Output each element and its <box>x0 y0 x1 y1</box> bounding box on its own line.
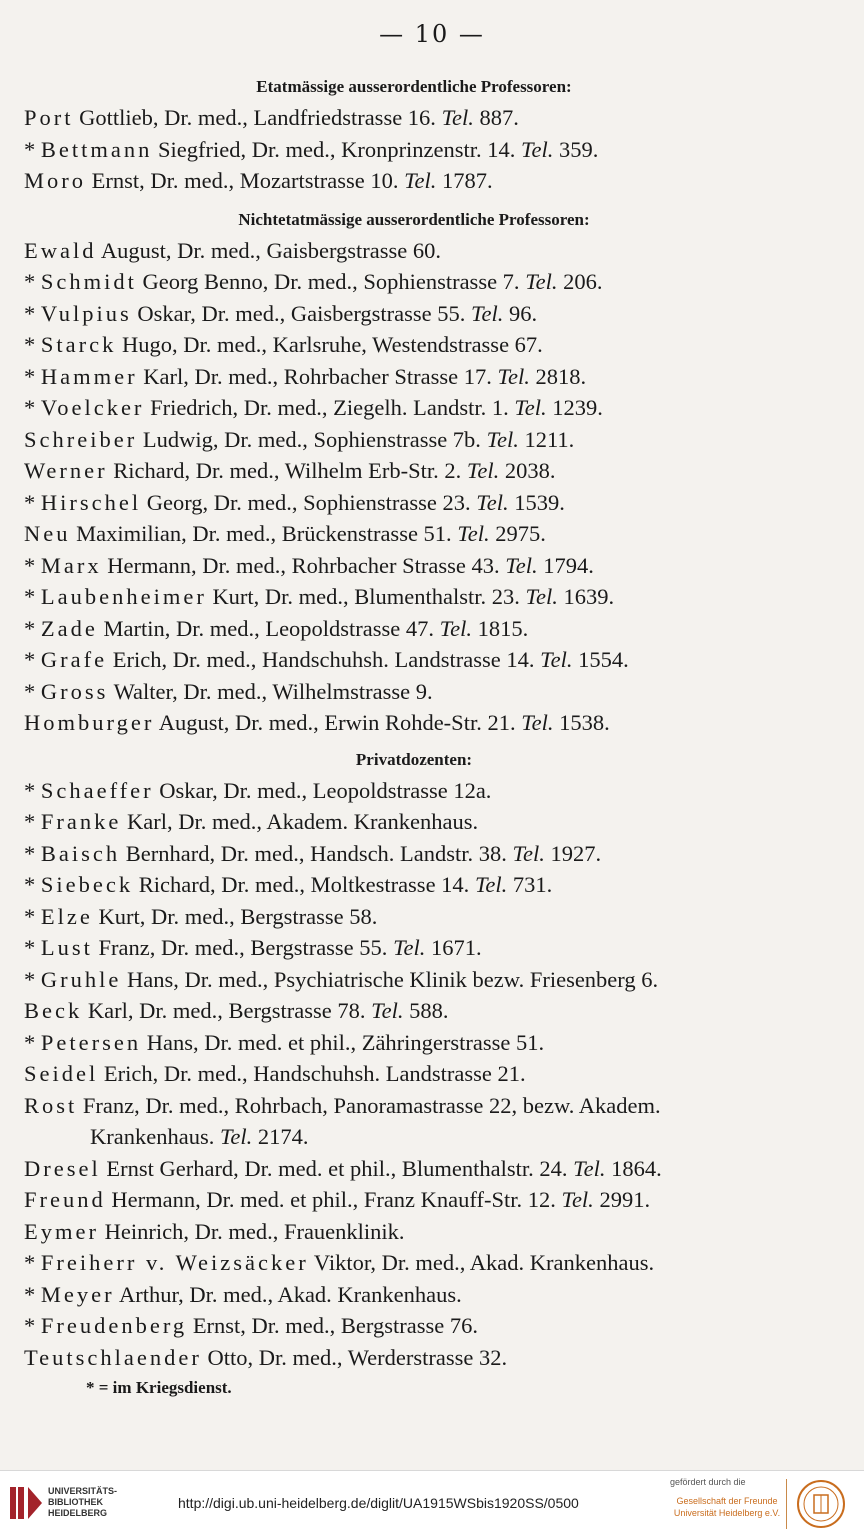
entry-surname: Gross <box>40 678 109 704</box>
entry-tel-number: 359. <box>553 136 599 162</box>
entry-details: Hans, Dr. med., Psychiatrische Klinik bezw. Friesenberg 6. <box>121 966 659 992</box>
directory-entry <box>24 775 804 807</box>
entry-tel-number: 731. <box>507 872 553 897</box>
entry-details: Franz, Dr. med., Bergstrasse 55. <box>92 935 394 960</box>
directory-entry <box>24 995 804 1027</box>
directory-entry <box>24 392 804 424</box>
entry-tel-number: 1239. <box>546 395 603 420</box>
entry-details: Erich, Dr. med., Handschuhsh. Landstrasse 21. <box>98 1061 526 1086</box>
entry-asterisk: * <box>24 489 41 515</box>
directory-entry <box>24 1027 804 1059</box>
entry-tel-label: Tel. <box>486 426 519 452</box>
entry-surname: Voelcker <box>40 395 145 420</box>
directory-entry <box>24 361 804 393</box>
directory-entry <box>24 235 804 267</box>
entry-details: Siegfried, Dr. med., Kronprinzenstr. 14. <box>152 136 522 162</box>
entry-details: Erich, Dr. med., Handschuhsh. Landstrasse 14. <box>107 647 541 672</box>
entry-details: Ernst Gerhard, Dr. med. et phil., Blumenthalstr. 24. <box>100 1155 574 1181</box>
directory-entry <box>24 613 804 645</box>
entry-surname: Starck <box>40 332 117 357</box>
directory-entry <box>24 1342 804 1374</box>
entry-surname: Hammer <box>40 363 138 389</box>
section-list <box>24 102 804 197</box>
entry-tel-label: Tel. <box>457 521 490 546</box>
entry-surname: Moro <box>24 168 86 193</box>
directory-entry <box>24 1090 804 1122</box>
entry-tel-number: 96. <box>503 300 538 326</box>
entry-tel-label: Tel. <box>466 458 500 483</box>
section-list <box>24 775 804 1374</box>
entry-surname: Franke <box>40 809 122 834</box>
entry-asterisk: * <box>24 647 41 672</box>
directory-entry <box>24 1058 804 1090</box>
entry-asterisk: * <box>24 552 41 578</box>
entry-tel-label: Tel. <box>512 840 545 866</box>
entry-surname: Neu <box>24 521 71 546</box>
entry-surname: Petersen <box>40 1029 142 1055</box>
entry-asterisk: * <box>24 935 41 960</box>
entry-tel-label: Tel. <box>439 615 472 641</box>
entry-surname: Zade <box>40 615 98 641</box>
entry-tel-label: Tel. <box>471 300 504 326</box>
entry-asterisk: * <box>24 584 41 609</box>
entry-details: Maximilian, Dr. med., Brückenstrasse 51. <box>70 521 458 546</box>
entry-surname: Siebeck <box>40 872 134 897</box>
entry-details: Arthur, Dr. med., Akad. Krankenhaus. <box>114 1281 462 1307</box>
entry-tel-number: 887. <box>473 105 519 130</box>
entry-surname: Seidel <box>24 1061 99 1086</box>
entry-surname: Schaeffer <box>40 777 154 803</box>
entry-tel-label: Tel. <box>441 105 474 130</box>
library-name-line: HEIDELBERG <box>48 1508 108 1518</box>
page-number: — 10 — <box>379 20 485 48</box>
entry-details: Hermann, Dr. med., Rohrbacher Strasse 43. <box>101 552 506 578</box>
entry-details: Franz, Dr. med., Rohrbach, Panoramastrasse 22, bezw. Akadem. <box>77 1092 661 1118</box>
entry-asterisk: * <box>24 332 41 357</box>
entry-asterisk: * <box>24 136 41 162</box>
directory-entry <box>24 134 804 166</box>
entry-details: Hans, Dr. med. et phil., Zähringerstrasse 51. <box>141 1029 545 1055</box>
section-heading: Etatmässige ausserordentliche Professoren: <box>256 77 572 96</box>
entry-details: August, Dr. med., Erwin Rohde-Str. 21. <box>154 710 522 735</box>
entry-tel-label: Tel. <box>514 395 547 420</box>
entry-details: Walter, Dr. med., Wilhelmstrasse 9. <box>108 678 433 704</box>
entry-tel-number: 1864. <box>605 1155 662 1181</box>
entry-details: Martin, Dr. med., Leopoldstrasse 47. <box>97 615 440 641</box>
entry-surname: Gruhle <box>40 966 122 992</box>
entry-tel-number: 1787. <box>436 168 493 193</box>
society-name <box>672 1495 782 1519</box>
entry-tel-label: Tel. <box>476 489 509 515</box>
directory-entry <box>24 1310 804 1342</box>
directory-entry <box>24 869 804 901</box>
directory-entry <box>24 424 804 456</box>
entry-tel-number: 1815. <box>471 615 529 641</box>
entry-tel-number: 2818. <box>529 363 587 389</box>
entry-surname: Laubenheimer <box>40 584 207 609</box>
directory-entry <box>24 550 804 582</box>
entry-asterisk: * <box>24 363 41 389</box>
entry-details: Richard, Dr. med., Wilhelm Erb-Str. 2. <box>107 458 467 483</box>
directory-entry <box>24 1247 804 1279</box>
entry-tel-label: Tel. <box>393 935 426 960</box>
entry-tel-label: Tel. <box>521 136 554 162</box>
entry-asterisk: * <box>24 395 41 420</box>
directory-entry <box>24 266 804 298</box>
entry-tel-label: Tel. <box>561 1187 594 1212</box>
entry-details: Oskar, Dr. med., Gaisbergstrasse 55. <box>131 300 472 326</box>
directory-entry <box>24 1279 804 1311</box>
entry-tel-label: Tel. <box>540 647 573 672</box>
entry-details: Richard, Dr. med., Moltkestrasse 14. <box>133 872 475 897</box>
entry-details: Karl, Dr. med., Akadem. Krankenhaus. <box>121 809 479 834</box>
entry-details: Bernhard, Dr. med., Handsch. Landstr. 38. <box>120 840 513 866</box>
entry-details: Ernst, Dr. med., Mozartstrasse 10. <box>86 168 405 193</box>
directory-entry <box>24 1216 804 1248</box>
entry-asterisk: * <box>24 1029 41 1055</box>
entry-tel-number: 206. <box>557 269 603 294</box>
entry-asterisk: * <box>24 872 41 897</box>
society-name-line: Gesellschaft der Freunde <box>676 1496 778 1506</box>
library-name-line: BIBLIOTHEK <box>48 1497 103 1507</box>
directory-entry <box>24 518 804 550</box>
society-name-line: Universität Heidelberg e.V. <box>673 1508 781 1518</box>
entry-details: Kurt, Dr. med., Bergstrasse 58. <box>92 903 378 929</box>
entry-asterisk: * <box>24 615 41 641</box>
entry-asterisk: * <box>24 678 41 704</box>
entry-tel-label: Tel. <box>404 168 437 193</box>
entry-surname: Dresel <box>24 1155 101 1181</box>
footnote: * = im Kriegsdienst. <box>86 1378 232 1397</box>
entry-tel-number: 2174. <box>252 1124 309 1149</box>
entry-details: Friedrich, Dr. med., Ziegelh. Landstr. 1. <box>144 395 515 420</box>
entry-asterisk: * <box>24 269 41 294</box>
section-heading: Nichtetatmässige ausserordentliche Professoren: <box>238 209 590 229</box>
directory-entry <box>24 1153 804 1185</box>
directory-entry <box>24 964 804 996</box>
entry-tel-label: Tel. <box>371 998 404 1023</box>
section-heading: Privatdozenten: <box>355 749 473 769</box>
entry-details: Ludwig, Dr. med., Sophienstrasse 7b. <box>137 426 487 452</box>
entry-asterisk: * <box>24 1281 41 1307</box>
directory-content <box>24 72 804 1403</box>
footer-divider <box>786 1479 787 1529</box>
entry-tel-label: Tel. <box>525 269 558 294</box>
entry-surname: Schreiber <box>24 426 138 452</box>
entry-surname: Schmidt <box>40 269 137 294</box>
library-logo-icon <box>8 1483 44 1523</box>
entry-details: Georg Benno, Dr. med., Sophienstrasse 7. <box>136 269 526 294</box>
viewer-footer <box>0 1470 864 1536</box>
directory-entry <box>24 932 804 964</box>
entry-surname: Marx <box>40 552 102 578</box>
entry-tel-number: 1639. <box>557 584 615 609</box>
entry-details: August, Dr. med., Gaisbergstrasse 60. <box>96 237 442 263</box>
library-name-line: UNIVERSITÄTS- <box>48 1486 118 1496</box>
entry-details: Karl, Dr. med., Rohrbacher Strasse 17. <box>137 363 498 389</box>
entry-surname: Freund <box>24 1187 106 1212</box>
entry-asterisk: * <box>24 809 41 834</box>
directory-entry <box>24 487 804 519</box>
entry-surname: Bettmann <box>40 136 153 162</box>
entry-surname: Elze <box>40 903 93 929</box>
directory-entry <box>24 329 804 361</box>
entry-surname: Vulpius <box>40 300 132 326</box>
entry-asterisk: * <box>24 300 41 326</box>
entry-surname: Homburger <box>24 710 155 735</box>
entry-surname: Ewald <box>24 237 97 263</box>
entry-tel-label: Tel. <box>573 1155 606 1181</box>
directory-entry <box>24 102 804 134</box>
entry-surname: Eymer <box>24 1218 99 1244</box>
permalink-url[interactable]: http://digi.ub.uni-heidelberg.de/diglit/UA1915WSbis1920SS/0500 <box>178 1495 579 1511</box>
entry-tel-label: Tel. <box>497 363 530 389</box>
entry-surname: Lust <box>40 935 93 960</box>
entry-asterisk: * <box>24 840 41 866</box>
entry-tel-number: 1211. <box>518 426 575 452</box>
entry-tel-number: 1671. <box>425 935 482 960</box>
entry-surname: Freiherr v. Weizsäcker <box>40 1250 309 1275</box>
entry-asterisk: * <box>24 1313 41 1338</box>
entry-surname: Port <box>24 105 74 130</box>
entry-details: Georg, Dr. med., Sophienstrasse 23. <box>141 489 477 515</box>
entry-tel-label: Tel. <box>219 1124 253 1149</box>
directory-entry <box>24 806 804 838</box>
entry-surname: Grafe <box>40 647 108 672</box>
entry-surname: Werner <box>24 458 108 483</box>
entry-tel-number: 588. <box>403 998 449 1023</box>
entry-continuation-line <box>24 1121 804 1153</box>
entry-tel-number: 1538. <box>553 710 610 735</box>
entry-tel-number: 2038. <box>499 458 556 483</box>
entry-details: Hermann, Dr. med. et phil., Franz Knauff-Str. 12. <box>105 1187 562 1212</box>
entry-details: Karl, Dr. med., Bergstrasse 78. <box>82 998 372 1023</box>
entry-tel-number: 1554. <box>572 647 629 672</box>
entry-tel-label: Tel. <box>521 710 554 735</box>
library-name <box>48 1486 117 1519</box>
entry-surname: Hirschel <box>40 489 142 515</box>
directory-entry <box>24 455 804 487</box>
entry-details: Oskar, Dr. med., Leopoldstrasse 12a. <box>153 777 492 803</box>
entry-tel-number: 2991. <box>593 1187 651 1212</box>
entry-asterisk: * <box>24 966 41 992</box>
directory-entry <box>24 581 804 613</box>
entry-details: Viktor, Dr. med., Akad. Krankenhaus. <box>308 1250 655 1275</box>
entry-surname: Meyer <box>40 1281 115 1307</box>
entry-details: Krankenhaus. <box>90 1124 220 1149</box>
funded-by-label: gefördert durch die <box>670 1477 746 1487</box>
entry-tel-label: Tel. <box>474 872 508 897</box>
entry-surname: Baisch <box>40 840 121 866</box>
entry-asterisk: * <box>24 1250 41 1275</box>
entry-tel-number: 1794. <box>537 552 594 578</box>
entry-asterisk: * <box>24 903 41 929</box>
entry-details: Otto, Dr. med., Werderstrasse 32. <box>201 1344 508 1370</box>
entry-tel-number: 1539. <box>508 489 565 515</box>
entry-tel-number: 1927. <box>544 840 602 866</box>
entry-surname: Teutschlaender <box>24 1344 202 1370</box>
directory-entry <box>24 901 804 933</box>
directory-entry <box>24 165 804 197</box>
directory-entry <box>24 644 804 676</box>
entry-tel-label: Tel. <box>525 584 558 609</box>
directory-entry <box>24 838 804 870</box>
entry-asterisk: * <box>24 777 41 803</box>
directory-entry <box>24 707 804 739</box>
directory-entry <box>24 1184 804 1216</box>
entry-details: Heinrich, Dr. med., Frauenklinik. <box>98 1218 405 1244</box>
entry-details: Gottlieb, Dr. med., Landfriedstrasse 16. <box>73 105 442 130</box>
section-list <box>24 235 804 739</box>
entry-surname: Rost <box>24 1092 78 1118</box>
entry-details: Kurt, Dr. med., Blumenthalstr. 23. <box>206 584 526 609</box>
university-seal-icon <box>796 1479 846 1529</box>
entry-details: Ernst, Dr. med., Bergstrasse 76. <box>187 1313 478 1338</box>
entry-surname: Freudenberg <box>40 1313 188 1338</box>
entry-surname: Beck <box>24 998 83 1023</box>
entry-tel-number: 2975. <box>489 521 546 546</box>
entry-details: Hugo, Dr. med., Karlsruhe, Westendstrasse 67. <box>116 332 543 357</box>
entry-tel-label: Tel. <box>505 552 538 578</box>
directory-entry <box>24 676 804 708</box>
directory-entry <box>24 298 804 330</box>
